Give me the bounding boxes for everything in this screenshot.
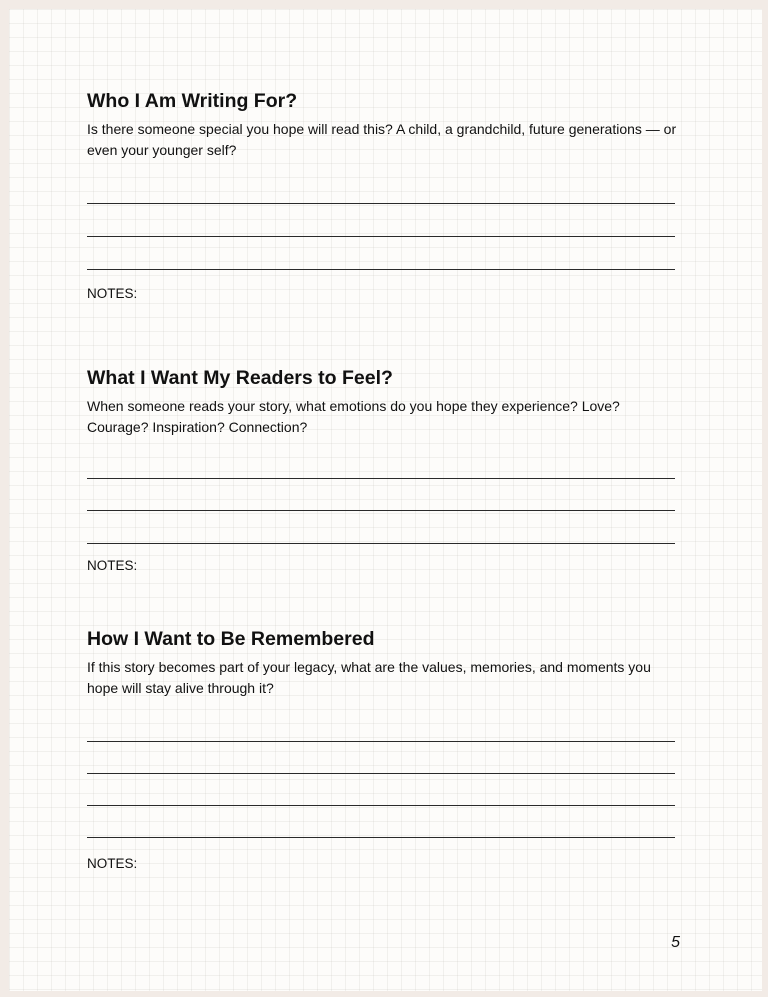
- section-prompt: If this story becomes part of your legacy, what are the values, memories, and moments you hope will stay alive through it?: [87, 659, 651, 696]
- answer-line[interactable]: [87, 837, 675, 838]
- answer-line[interactable]: [87, 773, 675, 774]
- answer-line[interactable]: [87, 269, 675, 270]
- section-remembered: [87, 627, 677, 871]
- section-title: Who I Am Writing For?: [87, 90, 298, 112]
- notes-label: NOTES:: [87, 856, 138, 871]
- answer-line[interactable]: [87, 741, 675, 742]
- section-prompt: When someone reads your story, what emotions do you hope they experience? Love? Courage? Inspiration? Connection?: [87, 398, 620, 435]
- section-title: What I Want My Readers to Feel?: [87, 367, 393, 389]
- section-title: How I Want to Be Remembered: [87, 628, 375, 650]
- answer-line[interactable]: [87, 236, 675, 237]
- worksheet-page: [9, 9, 762, 991]
- section-writing-for: [87, 89, 677, 301]
- answer-line[interactable]: [87, 805, 675, 806]
- notes-label: NOTES:: [87, 286, 138, 301]
- page-number: 5: [671, 934, 680, 951]
- answer-line[interactable]: [87, 478, 675, 479]
- section-prompt: Is there someone special you hope will read this? A child, a grandchild, future generations — or even your younger self?: [87, 121, 677, 158]
- answer-line[interactable]: [87, 510, 675, 511]
- section-readers-feel: [87, 366, 677, 573]
- answer-line[interactable]: [87, 543, 675, 544]
- notes-label: NOTES:: [87, 558, 138, 573]
- answer-line[interactable]: [87, 203, 675, 204]
